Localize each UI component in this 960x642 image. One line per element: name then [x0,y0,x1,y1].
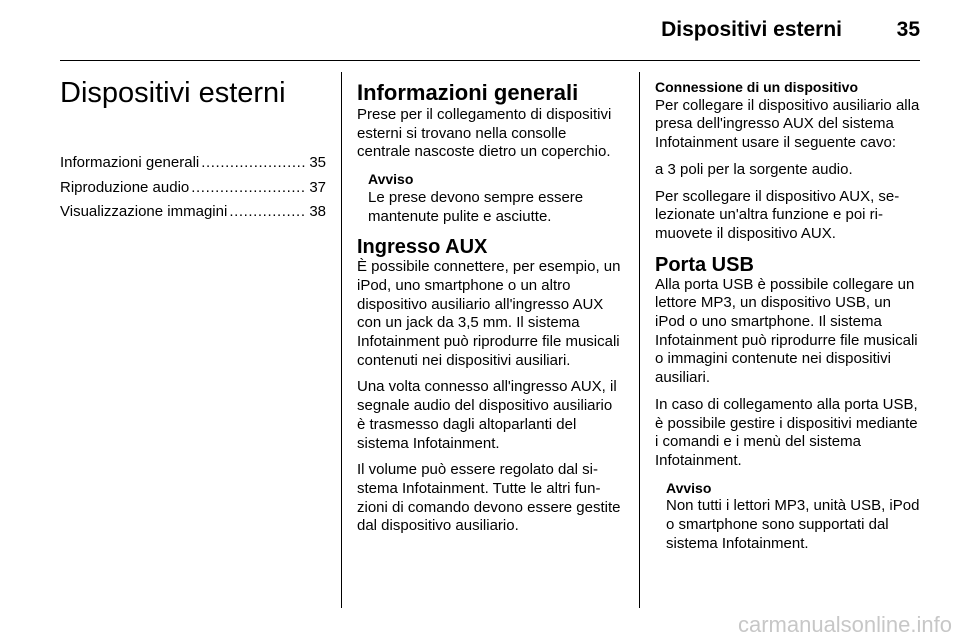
toc-page: 37 [309,178,326,196]
column-divider-1 [341,72,342,608]
note-box [655,479,920,554]
aux-paragraph-2: Una volta connesso all'ingresso AUX, il segnale audio del dispositivo ausiliario è trasmesso dagli altoparlanti del sistema Infotainment. [357,378,617,452]
toc-label: Riproduzione audio [60,178,190,196]
toc-label: Visualizzazione immagini [60,203,228,220]
connect-paragraph-3: Per scollegare il dispositivo AUX, selezionate un'altra funzione e poi rimuovete il dispositivo AUX. [655,187,900,242]
header-rule [60,60,920,61]
column-divider-2 [639,72,640,608]
note-label: Avviso [368,171,414,188]
note-text: Le prese devono sempre essere mantenute pulite e asciutte. [368,188,584,225]
section-title-usb: Porta USB [655,253,754,276]
chapter-title: Dispositivi esterni [60,77,286,109]
connect-paragraph-1: Per collegare il dispositivo ausiliario alla presa dell'ingresso AUX del sistema Infotainment usare il seguente cavo: [655,96,920,152]
usb-paragraph-1: Alla porta USB è possibile collegare un lettore MP3, un dispositivo USB, un iPod o uno smartphone. Il sistema Infotainment può riprodurre file musicali o immagini contenute nei dispositivi ausiliari. [655,275,918,387]
toc-entry[interactable] [60,203,326,228]
toc-leader [191,179,307,198]
column-connection [655,72,920,553]
note-box [357,170,623,226]
page-number: 35 [896,18,920,41]
column-toc [60,72,326,228]
watermark: carmanualsonline.info [737,612,952,637]
aux-paragraph-1: È possibile connettere, per esempio, un iPod, uno smartphone o un altro dispositivo ausiliario all'ingresso AUX con un jack da 3,5 mm. Il sistema Infotainment può riprodurre file musicali contenuti nei dispositivi ausiliari. [357,258,621,369]
usb-paragraph-2: In caso di collegamento alla porta USB, è possibile gestire i dispositivi mediante i comandi e i menù del sistema Infotainment. [655,395,918,469]
toc-entry[interactable] [60,179,326,204]
toc-page: 35 [309,154,326,171]
header-title: Dispositivi esterni [661,18,842,41]
subhead-connection: Connessione di un dispositivo [655,79,859,95]
toc-label: Informazioni generali [60,154,200,171]
toc-page: 38 [309,203,326,220]
aux-paragraph-3: Il volume può essere regolato dal sistema Infotainment. Tutte le altri funzioni di comando devono essere gestite dal dispositivo ausiliario. [357,461,621,535]
note-text: Non tutti i lettori MP3, unità USB, iPod o smartphone sono supportati dal sistema Infotainment. [666,497,920,552]
section-title-general: Informazioni generali [357,80,579,105]
toc-entry[interactable] [60,154,326,179]
toc-leader [229,203,307,222]
column-general-info [357,72,623,536]
page-header [60,16,920,46]
section-title-aux: Ingresso AUX [357,236,488,259]
note-label: Avviso [666,479,712,496]
intro-paragraph: Prese per il collegamento di dispositivi esterni si trovano nella consolle centrale nascoste dietro un coperchio. [357,106,612,161]
toc-leader [201,154,307,173]
connect-paragraph-2: a 3 poli per la sorgente audio. [655,160,853,178]
table-of-contents [60,154,326,228]
